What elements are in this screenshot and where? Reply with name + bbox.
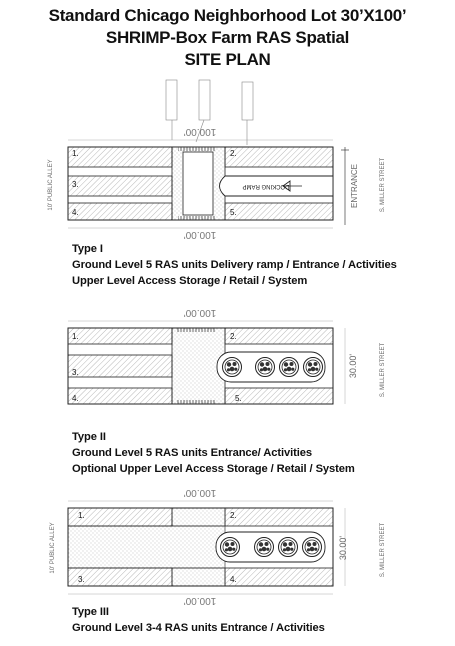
type1-docking-ramp: DOCKING RAMP xyxy=(242,183,290,189)
type2-caption-title: Type II xyxy=(72,431,106,443)
type3-dim-bottom: 100.00' xyxy=(183,595,217,606)
type1-dim-top: 100.00' xyxy=(183,126,217,137)
type3-unit-4: 4. xyxy=(230,575,237,584)
type1-alley: 10' PUBLIC ALLEY xyxy=(48,159,54,211)
type2-caption-line2: Optional Upper Level Access Storage / Retail / System xyxy=(72,463,355,475)
type1-caption-line2: Upper Level Access Storage / Retail / System xyxy=(72,275,308,287)
title-line-3: SITE PLAN xyxy=(184,50,271,69)
type1-unit-4: 4. xyxy=(72,208,79,217)
type3-caption-line1: Ground Level 3-4 RAS units Entrance / Activities xyxy=(72,622,325,634)
type2-street: S. MILLER STREET xyxy=(380,342,386,398)
type1-site-plan xyxy=(68,140,349,228)
type1-caption-title: Type I xyxy=(72,243,103,255)
type3-alley: 10' PUBLIC ALLEY xyxy=(50,522,56,574)
title-line-1: Standard Chicago Neighborhood Lot 30’X100’ xyxy=(48,6,407,25)
type3-dim-top: 100.00' xyxy=(183,487,217,498)
type3-unit-1: 1. xyxy=(78,511,85,520)
type3-dim-side: 30.00' xyxy=(338,535,348,561)
type2-dim-side: 30.00' xyxy=(348,353,358,379)
type3-site-plan xyxy=(68,501,345,594)
type3-unit-2: 2. xyxy=(230,511,237,520)
type2-dim-top: 100.00' xyxy=(183,307,217,318)
type1-unit-3: 3. xyxy=(72,180,79,189)
type1-caption-line1: Ground Level 5 RAS units Delivery ramp / Entrance / Activities xyxy=(72,259,397,271)
type2-unit-1: 1. xyxy=(72,332,79,341)
type3-street: S. MILLER STREET xyxy=(380,522,386,578)
type2-unit-4: 4. xyxy=(72,394,79,403)
title-line-2: SHRIMP-Box Farm RAS Spatial xyxy=(105,28,350,47)
type1-unit-1: 1. xyxy=(72,149,79,158)
type1-unit-2: 2. xyxy=(230,149,237,158)
type1-entrance: ENTRANCE xyxy=(350,163,359,209)
type3-unit-3: 3. xyxy=(78,575,85,584)
type2-unit-3: 3. xyxy=(72,368,79,377)
type2-unit-2: 2. xyxy=(230,332,237,341)
type3-caption-title: Type III xyxy=(72,606,109,618)
type1-unit-5: 5. xyxy=(230,208,237,217)
type2-caption-line1: Ground Level 5 RAS units Entrance/ Activities xyxy=(72,447,313,459)
type2-unit-5: 5. xyxy=(235,394,242,403)
type1-dim-bottom: 100.00' xyxy=(183,229,217,240)
type2-site-plan xyxy=(68,321,345,404)
type1-street: S. MILLER STREET xyxy=(380,157,386,213)
